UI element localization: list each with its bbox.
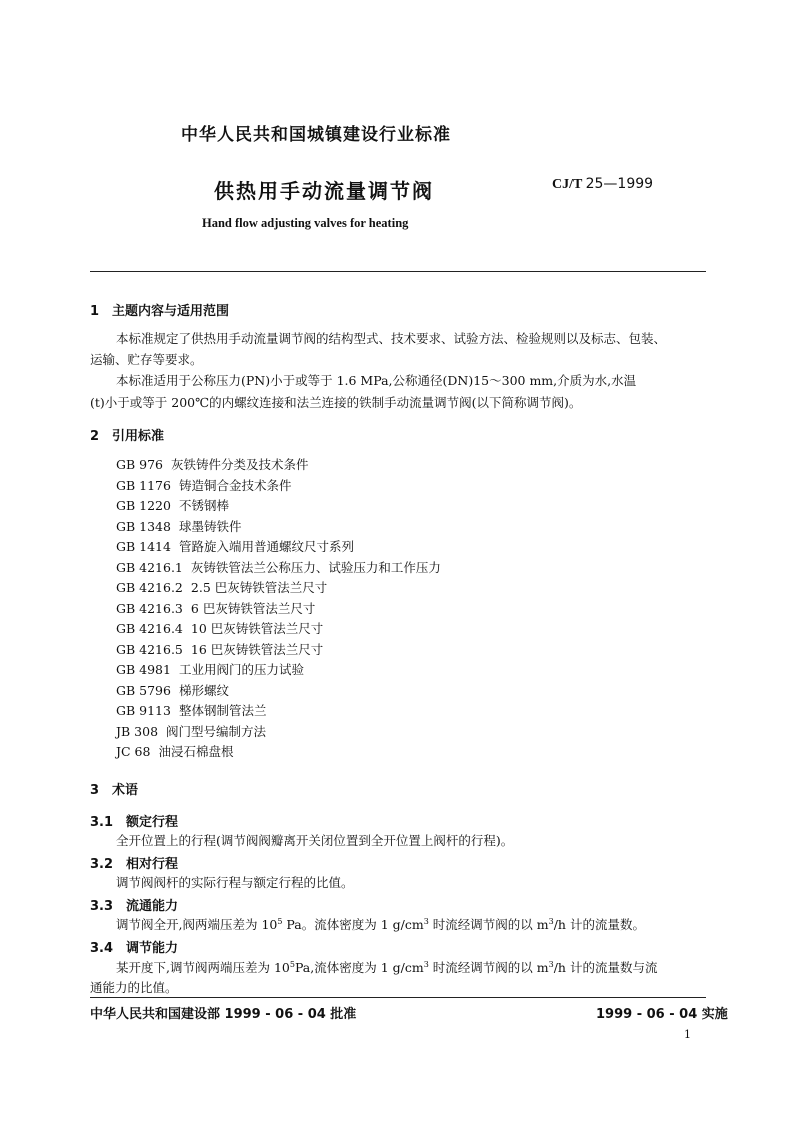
reference-item: [116, 722, 441, 743]
footer-divider: [90, 997, 706, 998]
reference-code: GB 4216.5: [116, 641, 183, 657]
reference-code: GB 5796: [116, 682, 171, 698]
reference-item: [116, 681, 441, 702]
reference-name: 灰铁铸件分类及技术条件: [171, 457, 309, 472]
term-3-1-definition: 全开位置上的行程(调节阀阀瓣离开关闭位置到全开位置上阀杆的行程)。: [116, 833, 514, 848]
approval-line: 中华人民共和国建设部 1999 - 06 - 04 批准: [90, 1007, 357, 1022]
reference-name: 灰铸铁管法兰公称压力、试验压力和工作压力: [190, 559, 441, 575]
reference-code: GB 4216.3: [116, 600, 183, 616]
reference-name: 6 巴灰铸铁管法兰尺寸: [190, 600, 316, 616]
term-3-3-heading: 3.3 流通能力: [90, 899, 179, 914]
reference-item: [116, 640, 441, 661]
reference-name: 2.5 巴灰铸铁管法兰尺寸: [190, 580, 328, 595]
reference-code: GB 1414: [116, 539, 171, 554]
term-3-4-heading: 3.4 调节能力: [90, 941, 179, 956]
section-3-heading: 3 术语: [90, 783, 139, 798]
term-3-1-heading: 3.1 额定行程: [90, 815, 179, 830]
document-title: 供热用手动流量调节阀: [214, 179, 434, 203]
reference-item: [116, 455, 441, 476]
reference-code: GB 1348: [116, 518, 171, 534]
reference-name: 铸造铜合金技术条件: [178, 477, 292, 493]
section-1-para-1-line-2: 运输、贮存等要求。: [90, 352, 203, 367]
reference-name: 梯形螺纹: [178, 682, 229, 698]
term-3-2-definition: 调节阀阀杆的实际行程与额定行程的比值。: [116, 875, 354, 890]
reference-item: [116, 517, 441, 538]
section-1-para-2-line-2: (t)小于或等于 200℃的内螺纹连接和法兰连接的铁制手动流量调节阀(以下简称调节阀)。: [90, 395, 582, 410]
reference-code: GB 4216.1: [116, 559, 183, 575]
reference-code: GB 4216.4: [116, 621, 183, 636]
term-3-4-definition-line-2: 通能力的比值。: [90, 980, 178, 995]
standard-code-number: 25—1999: [585, 176, 654, 192]
reference-item: [116, 578, 441, 599]
standard-code: [552, 176, 653, 193]
reference-name: 10 巴灰铸铁管法兰尺寸: [190, 621, 324, 636]
reference-name: 阀门型号编制方法: [166, 723, 267, 739]
standard-code-prefix: CJ/T: [552, 177, 583, 192]
reference-name: 工业用阀门的压力试验: [178, 662, 304, 677]
section-2-heading: 2 引用标准: [90, 429, 165, 444]
reference-standards-list: [116, 455, 441, 763]
reference-item: [116, 660, 441, 681]
reference-item: [116, 619, 441, 640]
reference-item: [116, 599, 441, 620]
reference-code: GB 4216.2: [116, 580, 183, 595]
reference-code: GB 976: [116, 457, 164, 472]
page-number: 1: [684, 1028, 691, 1041]
reference-name: 不锈钢棒: [178, 498, 229, 513]
standard-organization: 中华人民共和国城镇建设行业标准: [181, 125, 451, 145]
english-title: Hand flow adjusting valves for heating: [202, 216, 409, 230]
reference-name: 整体钢制管法兰: [178, 703, 267, 718]
section-1-heading: 1 主题内容与适用范围: [90, 304, 230, 319]
reference-item: [116, 558, 441, 579]
reference-code: GB 9113: [116, 703, 171, 718]
reference-item: [116, 496, 441, 517]
reference-code: JB 308: [116, 723, 159, 739]
header-divider: [90, 271, 706, 272]
reference-name: 管路旋入端用普通螺纹尺寸系列: [178, 539, 354, 554]
term-3-3-definition: 调节阀全开,阀两端压差为 $10^5$ Pa。流体密度为 1 $g/cm^3$ 时流经调节阀的以 $m^3/h$ 计的流量数。: [116, 916, 645, 932]
reference-name: 球墨铸铁件: [178, 518, 242, 534]
reference-code: JC 68: [116, 744, 151, 759]
term-3-2-heading: 3.2 相对行程: [90, 857, 179, 872]
reference-item: [116, 742, 441, 763]
section-1-para-1-line-1: 本标准规定了供热用手动流量调节阀的结构型式、技术要求、试验方法、检验规则以及标志、包装、: [116, 331, 667, 346]
reference-code: GB 1220: [116, 498, 171, 513]
reference-name: 油浸石棉盘根: [158, 744, 234, 759]
reference-item: [116, 701, 441, 722]
reference-name: 16 巴灰铸铁管法兰尺寸: [190, 641, 324, 657]
reference-item: [116, 476, 441, 497]
term-3-4-definition-line-1: 某开度下,调节阀两端压差为 $10^5Pa$,流体密度为 1 $g/cm^3$ 时流经调节阀的以 $m^3/h$ 计的流量数与流: [116, 959, 658, 975]
reference-code: GB 1176: [116, 477, 171, 493]
reference-item: [116, 537, 441, 558]
reference-code: GB 4981: [116, 662, 171, 677]
implementation-date: 1999 - 06 - 04 实施: [596, 1007, 728, 1022]
section-1-para-2-line-1: 本标准适用于公称压力(PN)小于或等于 1.6 MPa,公称通径(DN)15～300 mm,介质为水,水温: [116, 373, 637, 388]
